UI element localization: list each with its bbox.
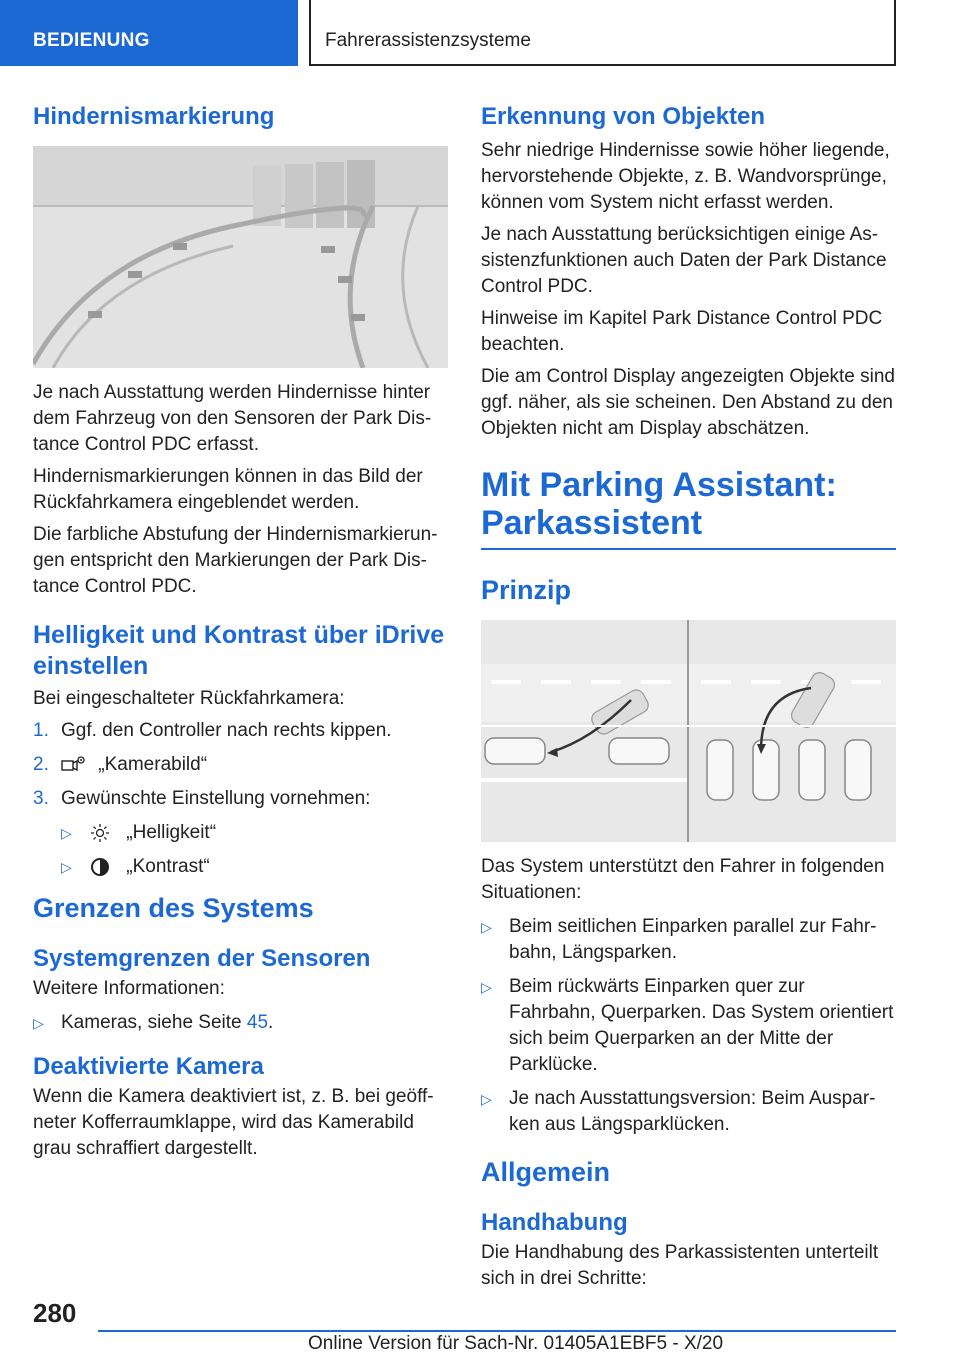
settings-sub-list	[61, 820, 448, 880]
sun-icon	[89, 822, 115, 844]
list-item	[61, 820, 448, 846]
heading-obstacle-marking: Hindernismarkierung	[33, 103, 275, 130]
footer-rule	[98, 1330, 896, 1332]
heading-parking-assistant: Mit Parking Assistant: Parkassistent	[481, 466, 896, 550]
footer-text: Online Version für Sach-Nr. 01405A1EBF5 - X/20	[308, 1333, 724, 1354]
step-text: Ggf. den Controller nach rechts kippen.	[61, 720, 392, 741]
chapter-title: Fahrerassistenzsysteme	[325, 30, 531, 51]
paragraph-detect-2: Je nach Ausstattung berücksichtigen einige As‐ sistenzfunktionen auch Daten der Park Distance Control PDC.	[481, 224, 887, 297]
list-item	[33, 718, 448, 744]
triangle-bullet-icon: ▷	[33, 1015, 44, 1031]
paragraph-detect-3: Hinweise im Kapitel Park Distance Control PDC beachten.	[481, 308, 883, 355]
heading-deactivated-camera: Deaktivierte Kamera	[33, 1053, 264, 1080]
right-column	[481, 100, 896, 1292]
list-item	[481, 974, 896, 1078]
step-text: „Kamerabild“	[98, 754, 208, 775]
parking-illustration	[481, 620, 896, 842]
paragraph-sensor-info: Weitere Informationen:	[33, 978, 225, 999]
paragraph-deactivated-camera: Wenn die Kamera deaktiviert ist, z. B. bei geöff‐ neter Kofferraumklappe, wird das Kamerabild grau schraffiert dargestellt.	[33, 1086, 434, 1159]
paragraph-obstacle-1: Je nach Ausstattung werden Hindernisse hinter dem Fahrzeug von den Sensoren der Park Dis‐ tance Control PDC erfasst.	[33, 382, 432, 455]
heading-handling: Handhabung	[481, 1209, 628, 1236]
list-item	[481, 1086, 896, 1138]
sensor-item-end: .	[268, 1012, 274, 1033]
list-item	[33, 1010, 448, 1036]
heading-object-detection: Erkennung von Objekten	[481, 103, 766, 130]
heading-principle: Prinzip	[481, 575, 572, 605]
paragraph-obstacle-3: Die farbliche Abstufung der Hindernismarkierun‐ gen entspricht den Markierungen der Park Dis‐ tance Control PDC.	[33, 524, 438, 597]
list-item	[33, 786, 448, 880]
triangle-bullet-icon: ▷	[481, 919, 492, 935]
contrast-label: „Kontrast“	[126, 856, 210, 877]
camera-view-illustration	[33, 146, 448, 368]
steps-list	[33, 718, 448, 880]
triangle-bullet-icon: ▷	[61, 825, 72, 841]
section-tab	[0, 0, 298, 66]
step-text: Gewünschte Einstellung vornehmen:	[61, 788, 371, 809]
paragraph-brightness-intro: Bei eingeschalteter Rückfahrkamera:	[33, 688, 345, 709]
list-item	[481, 914, 896, 966]
parking-principle-figure	[481, 620, 896, 842]
camera-settings-icon	[61, 754, 87, 776]
left-column	[33, 100, 448, 1162]
heading-general: Allgemein	[481, 1157, 611, 1187]
list-item	[61, 854, 448, 880]
situation-text: Beim rückwärts Einparken quer zur Fahrbahn, Querparken. Das System orientiert sich beim Querparken an der Mitte der Parklücke.	[509, 976, 894, 1075]
step-number: 3.	[33, 788, 49, 809]
situation-text: Je nach Ausstattungsversion: Beim Auspar‐ ken aus Längsparklücken.	[509, 1088, 876, 1135]
heading-sensor-limits: Systemgrenzen der Sensoren	[33, 945, 371, 972]
page-link[interactable]: 45	[246, 1012, 269, 1033]
page-number: 280	[33, 1298, 77, 1328]
situations-list	[481, 914, 896, 1138]
paragraph-detect-4: Die am Control Display angezeigten Objekte sind ggf. näher, als sie scheinen. Den Abstand zu den Objekten nicht am Display abschätzen.	[481, 366, 895, 439]
list-item	[33, 752, 448, 778]
paragraph-handling: Die Handhabung des Parkassistenten unterteilt sich in drei Schritte:	[481, 1242, 879, 1289]
paragraph-system-support: Das System unterstützt den Fahrer in folgenden Situationen:	[481, 856, 885, 903]
heading-system-limits: Grenzen des Systems	[33, 893, 314, 923]
situation-text: Beim seitlichen Einparken parallel zur Fahr‐ bahn, Längsparken.	[509, 916, 877, 963]
brightness-label: „Helligkeit“	[126, 822, 217, 843]
triangle-bullet-icon: ▷	[481, 1091, 492, 1107]
section-title: BEDIENUNG	[33, 30, 150, 51]
obstacle-marking-figure	[33, 146, 448, 368]
triangle-bullet-icon: ▷	[481, 979, 492, 995]
sensor-list	[33, 1010, 448, 1036]
step-number: 2.	[33, 754, 49, 775]
triangle-bullet-icon: ▷	[61, 859, 72, 875]
paragraph-obstacle-2: Hindernismarkierungen können in das Bild der Rückfahrkamera eingeblendet werden.	[33, 466, 423, 513]
sensor-item-text: Kameras, siehe Seite	[61, 1012, 242, 1033]
paragraph-detect-1: Sehr niedrige Hindernisse sowie höher liegende, hervorstehende Objekte, z. B. Wandvorsprünge, können vom System nicht erfasst werden.	[481, 140, 890, 213]
heading-brightness-contrast: Helligkeit und Kontrast über iDrive einstellen	[33, 621, 445, 680]
chapter-header	[311, 0, 896, 66]
step-number: 1.	[33, 720, 49, 741]
contrast-icon	[89, 856, 115, 878]
